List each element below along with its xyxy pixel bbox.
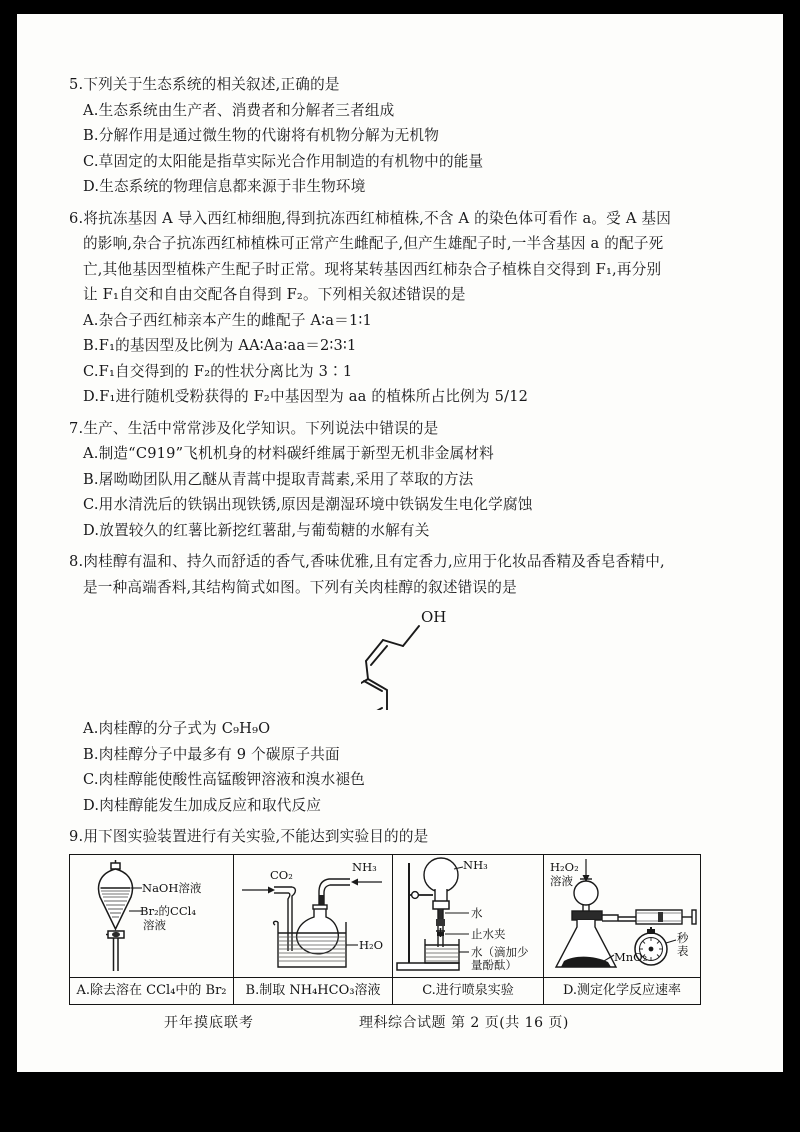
cinnamyl-alcohol-structure	[69, 602, 729, 712]
question-5-option-a[interactable]: A.生态系统由生产者、消费者和分解者三者组成	[83, 101, 395, 119]
question-7-option-a[interactable]: A.制造“C919”飞机机身的材料碳纤维属于新型无机非金属材料	[83, 445, 494, 462]
apparatus-cell-b[interactable]	[234, 854, 393, 977]
question-7-option-b[interactable]: B.屠呦呦团队用乙醚从青蒿中提取青蒿素,采用了萃取的方法	[83, 470, 474, 488]
question-6-stem-line-2: 的影响,杂合子抗冻西红柿植株可正常产生雌配子,但产生雄配子时,一半含基因 a 的配子死	[83, 235, 664, 252]
label-nh3: NH₃	[352, 859, 377, 874]
label-h2o2-solution: 溶液	[550, 873, 573, 888]
label-naoh-solution: NaOH溶液	[142, 880, 202, 895]
apparatus-caption-a: A.除去溶在 CCl₄中的 Br₂	[76, 982, 227, 998]
apparatus-diagram-d	[544, 855, 700, 977]
apparatus-caption-d: D.测定化学反应速率	[562, 982, 682, 998]
apparatus-caption-c: C.进行喷泉实验	[422, 982, 514, 998]
question-8-option-c[interactable]: C.肉桂醇能使酸性高锰酸钾溶液和溴水褪色	[83, 771, 365, 788]
label-water-phenolphthalein-line1: 水（滴加少	[471, 944, 529, 959]
question-7-option-d[interactable]: D.放置较久的红薯比新挖红薯甜,与葡萄糖的水解有关	[83, 521, 430, 539]
question-5-option-b[interactable]: B.分解作用是通过微生物的代谢将有机物分解为无机物	[83, 127, 440, 144]
label-stopwatch-line1: 秒	[677, 930, 689, 945]
question-5-option-d[interactable]: D.生态系统的物理信息都来源于非生物环境	[83, 178, 366, 195]
question-6-stem-line-4: 让 F₁自交和自由交配各自得到 F₂。下列相关叙述错误的是	[83, 286, 466, 303]
label-solution: 溶液	[143, 917, 166, 932]
question-7-option-c[interactable]: C.用水清洗后的铁锅出现铁锈,原因是潮湿环境中铁锅发生电化学腐蚀	[83, 496, 533, 513]
apparatus-cell-d[interactable]	[544, 854, 701, 977]
question-8-option-b[interactable]: B.肉桂醇分子中最多有 9 个碳原子共面	[83, 745, 340, 763]
label-h2o: H₂O	[359, 937, 384, 952]
label-water: 水	[471, 905, 483, 920]
apparatus-table	[69, 854, 701, 1005]
apparatus-caption-b: B.制取 NH₄HCO₃溶液	[245, 982, 381, 998]
question-9-stem: 9.用下图实验装置进行有关实验,不能达到实验目的的是	[69, 828, 429, 845]
question-6-stem-line-1: 6.将抗冻基因 A 导入西红柿细胞,得到抗冻西红柿植株,不含 A 的染色体可看作 a。受 A 基因	[69, 209, 671, 227]
apparatus-caption-row	[70, 977, 701, 1004]
question-8-stem-line-1: 8.肉桂醇有温和、持久而舒适的香气,香味优雅,且有定香力,应用于化妆品香精及香皂香精中,	[69, 553, 665, 570]
question-6-option-d[interactable]: D.F₁进行随机受粉获得的 F₂中基因型为 aa 的植株所占比例为 5/12	[83, 388, 529, 405]
exam-page	[17, 14, 783, 1072]
question-6-stem	[69, 206, 729, 308]
question-6-option-a[interactable]: A.杂合子西红柿亲本产生的雌配子 A∶a＝1∶1	[83, 311, 372, 329]
structure-oh-label: OH	[421, 608, 447, 626]
question-6-option-c[interactable]: C.F₁自交得到的 F₂的性状分离比为 3∶1	[83, 362, 353, 380]
question-5-option-c[interactable]: C.草固定的太阳能是指草实际光合作用制造的有机物中的能量	[83, 152, 484, 170]
label-nh3-flask: NH₃	[463, 857, 488, 872]
apparatus-diagram-a	[70, 855, 233, 977]
apparatus-diagram-c	[393, 855, 543, 977]
label-stopwatch-line2: 表	[677, 943, 689, 958]
label-co2: CO₂	[270, 867, 293, 882]
apparatus-caption-cell-d	[544, 977, 701, 1004]
label-pinch-clamp: 止水夹	[471, 926, 506, 941]
question-8-option-a[interactable]: A.肉桂醇的分子式为 C₉H₉O	[83, 720, 271, 737]
question-9	[69, 824, 729, 1005]
page-footer	[69, 1012, 729, 1032]
question-8-option-d[interactable]: D.肉桂醇能发生加成反应和取代反应	[83, 796, 322, 814]
question-7	[69, 416, 729, 544]
apparatus-cell-a[interactable]	[70, 854, 234, 977]
question-8	[69, 549, 729, 818]
cinnamyl-alcohol-svg	[361, 602, 511, 710]
question-7-stem: 7.生产、生活中常常涉及化学知识。下列说法中错误的是	[69, 419, 439, 437]
label-br2-ccl4: Br₂的CCl₄	[140, 903, 196, 918]
question-content	[69, 72, 729, 1011]
label-mno2: MnO₂	[614, 949, 648, 964]
apparatus-caption-cell-c	[393, 977, 544, 1004]
footer-page-info: 理科综合试题 第 2 页(共 16 页)	[359, 1015, 569, 1031]
question-8-stem	[69, 549, 729, 600]
label-water-phenolphthalein-line2: 量酚酞）	[471, 957, 517, 972]
apparatus-diagram-b	[234, 855, 392, 977]
question-8-stem-line-2: 是一种高端香料,其结构简式如图。下列有关肉桂醇的叙述错误的是	[83, 578, 517, 596]
question-6	[69, 206, 729, 410]
question-6-stem-line-3: 亡,其他基因型植株产生配子时正常。现将某转基因西红柿杂合子植株自交得到 F₁,再分别	[83, 260, 662, 278]
footer-exam-name: 开年摸底联考	[164, 1015, 254, 1031]
question-5	[69, 72, 729, 200]
question-5-stem: 5.下列关于生态系统的相关叙述,正确的是	[69, 76, 340, 93]
apparatus-caption-cell-a	[70, 977, 234, 1004]
question-6-option-b[interactable]: B.F₁的基因型及比例为 AA∶Aa∶aa＝2∶3∶1	[83, 337, 357, 354]
apparatus-caption-cell-b	[234, 977, 393, 1004]
apparatus-cell-c[interactable]	[393, 854, 544, 977]
label-h2o2: H₂O₂	[550, 859, 579, 874]
apparatus-diagram-row	[70, 854, 701, 977]
